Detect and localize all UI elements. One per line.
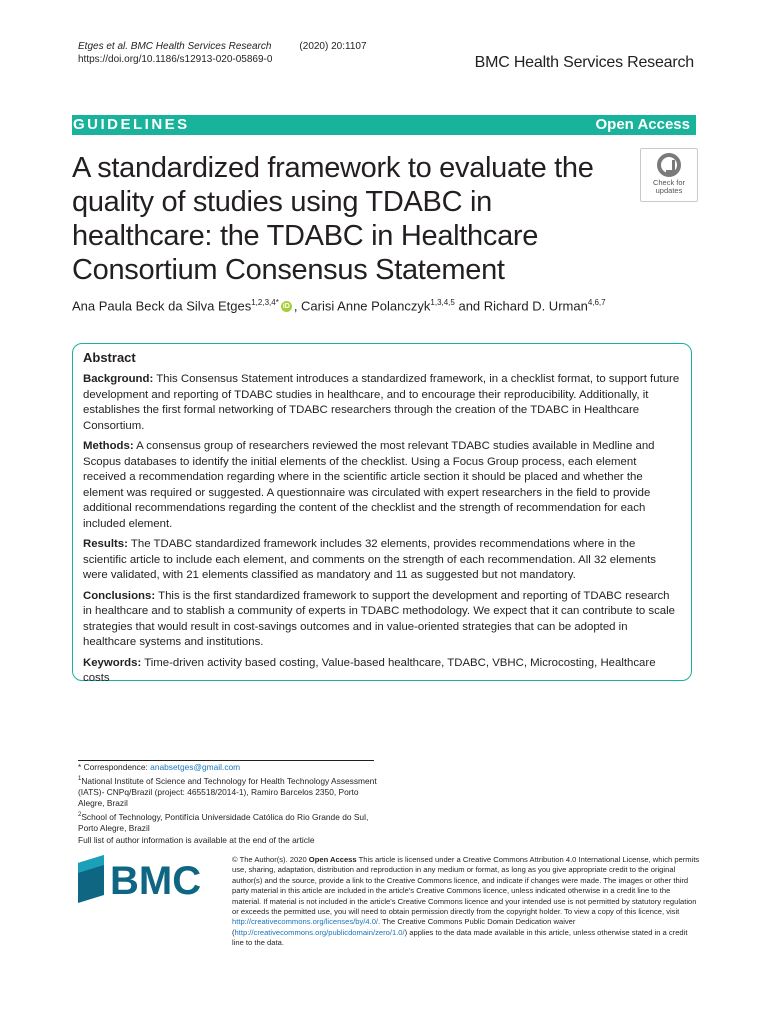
orcid-icon[interactable]: iD — [282, 303, 290, 311]
correspondence-email-link[interactable]: anabsetges@gmail.com — [150, 762, 241, 772]
affiliation-number: 1 — [78, 775, 82, 782]
article-type-band — [72, 115, 696, 135]
results-text: The TDABC standardized framework includes 32 elements, provides recommendations where in the scientific article to include each element, and comments on the strength of each recommendation. All 32 elements were validated, with 21 elements classified as mandatory and 11 as suggested but not mandatory. — [83, 538, 657, 581]
check-updates-line2: updates — [655, 186, 683, 195]
license-url-link[interactable]: http://creativecommons.org/licenses/by/4.0/ — [232, 917, 379, 927]
license-copyright: © The Author(s). 2020 — [232, 855, 309, 864]
background-text: This Consensus Statement introduces a standardized framework, in a checklist format, to support future development and reporting of TDABC studies in healthcare, and to encourage their reproducibility. Additionally, it establishes the first formal networking of TDABC researchers through the creation of the TDABC in Healthcare Consortium. — [83, 373, 680, 432]
affiliation-2 — [78, 810, 378, 835]
author-list — [72, 298, 606, 313]
author-separator: , — [293, 298, 302, 314]
abstract-keywords — [83, 656, 681, 687]
author-name[interactable]: Ana Paula Beck da Silva Etges — [72, 298, 252, 314]
bmc-logo-text: BMC — [110, 859, 202, 903]
conclusions-text: This is the first standardized framework to support the development and reporting of TDABC research in healthcare and to stablish a community of experts in TDABC methodology. We expect that it can contribute to scale strategies that would result in cost-savings outcomes and in value-oriented strategies that can be adopted in healthcare systems and institutions. — [83, 589, 675, 648]
check-updates-line1: Check for — [652, 178, 686, 187]
license-text: ) applies to the data made available in this article, unless otherwise stated in a credit line to the data. — [232, 927, 688, 948]
article-meta — [78, 40, 367, 66]
full-author-info-note: Full list of author information is available at the end of the article — [78, 834, 315, 845]
journal-name: BMC Health Services Research — [474, 54, 694, 71]
affiliation-1 — [78, 774, 378, 810]
license-text: . The Creative Commons Public Domain Dedication waiver ( — [232, 917, 576, 937]
abstract-methods — [83, 439, 681, 532]
article-title: A standardized framework to evaluate the quality of studies using TDABC in healthcare: the TDABC in Healthcare Consortium Consensus Statement — [72, 152, 594, 286]
footnotes — [78, 762, 378, 846]
affiliation-number: 2 — [78, 811, 82, 818]
license-open-access: Open Access — [308, 855, 357, 864]
author-name[interactable]: Carisi Anne Polanczyk — [301, 298, 431, 314]
citation: Etges et al. BMC Health Services Research — [78, 41, 272, 52]
abstract-conclusions — [83, 589, 681, 651]
abstract-heading: Abstract — [83, 350, 136, 365]
license-statement — [232, 855, 700, 949]
author-name[interactable]: Richard D. Urman — [483, 298, 588, 314]
correspondence — [78, 762, 378, 774]
article-type: GUIDELINES — [73, 116, 190, 133]
public-domain-url-link[interactable]: http://creativecommons.org/publicdomain/zero/1.0/ — [234, 927, 405, 937]
methods-label: Methods: — [83, 440, 134, 452]
footnote-divider — [78, 760, 374, 761]
doi-link[interactable]: https://doi.org/10.1186/s12913-020-05869-0 — [78, 54, 273, 65]
background-label: Background: — [83, 373, 154, 385]
affiliation-text: School of Technology, Pontifícia Universidade Católica do Rio Grande do Sul, Porto Alegre, Brazil — [78, 811, 369, 834]
affiliation-text: National Institute of Science and Technology for Health Technology Assessment (IATS)- CNPq/Brazil (project: 465518/2014-1), Ramiro Barcelos 2350, Porto Alegre, Brazil — [78, 775, 377, 809]
year-volume: (2020) 20:1107 — [299, 41, 367, 52]
abstract-results — [83, 537, 681, 584]
correspondence-label: * Correspondence: — [78, 762, 151, 772]
conclusions-label: Conclusions: — [83, 589, 156, 602]
license-text: This article is licensed under a Creative Commons Attribution 4.0 International License, which permits use, sharing, adaptation, distribution and reproduction in any medium or format, as long as you give appropriate credit to the original author(s) and the source, provide a link to the Creative Commons licence, and indicate if changes were made. The images or other third party material in this article are included in the article's Creative Commons licence, unless indicated otherwise in a credit line to the material. If material is not included in the article's Creative Commons licence and your intended use is not permitted by statutory regulation or exceeds the permitted use, you will need to obtain permission directly from the copyright holder. To view a copy of this licence, visit — [232, 855, 700, 917]
author-affiliation: 4,6,7 — [587, 298, 606, 307]
abstract-background — [83, 372, 681, 434]
keywords-text: Time-driven activity based costing, Value-based healthcare, TDABC, VBHC, Microcosting, Healthcare costs — [83, 656, 656, 684]
keywords-label: Keywords: — [83, 656, 142, 669]
abstract-box — [72, 343, 692, 684]
check-for-updates-button[interactable] — [640, 148, 698, 202]
author-affiliation: 1,2,3,4* — [251, 298, 279, 307]
author-separator: and — [454, 298, 484, 314]
bmc-logo — [78, 855, 220, 903]
methods-text: A consensus group of researchers reviewed the most relevant TDABC studies available in Medline and Scopus databases to identify the initial elements of the checklist. Using a Focus Group process, each element received a recommendation regarding where in the scientific article section it should be placed and whether the element was required or suggested. A questionnaire was circulated with expert researchers in the field to provide additional recommendations regarding the content of the checklist and the strength of recommendation for each included element. — [83, 440, 655, 530]
author-affiliation: 1,3,4,5 — [430, 298, 455, 307]
open-access-label: Open Access — [595, 116, 690, 133]
results-label: Results: — [83, 538, 128, 550]
check-updates-icon — [657, 153, 681, 177]
